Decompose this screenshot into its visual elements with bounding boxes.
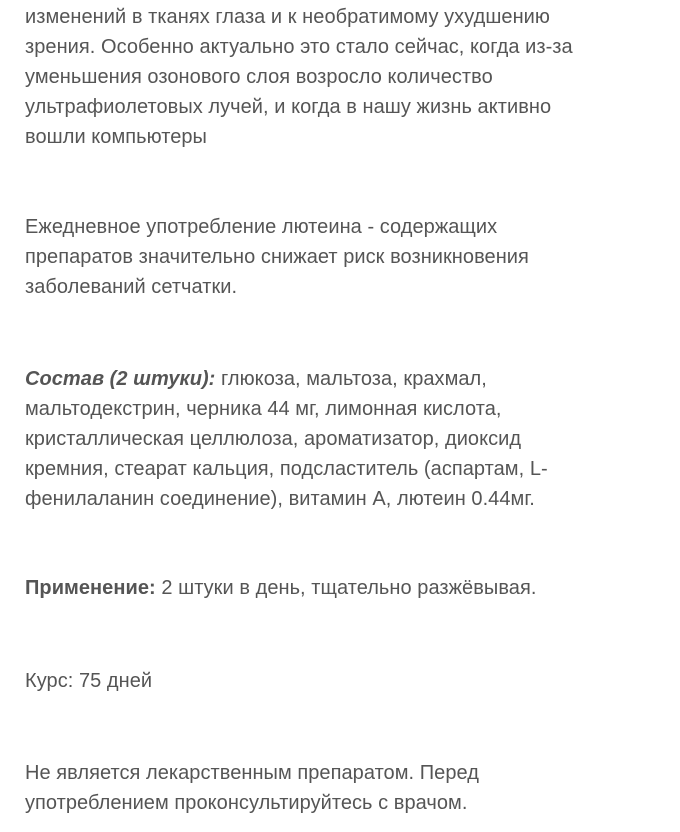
intro-line: зрения. Особенно актуально это стало сейчас, когда из-за — [25, 36, 573, 58]
composition-line: кремния, стеарат кальция, подсластитель (аспартам, L- — [25, 458, 548, 480]
composition-first-line — [25, 364, 548, 394]
course-text: Курс: 75 дней — [25, 670, 153, 692]
course-paragraph — [25, 666, 152, 696]
intro-line: уменьшения озонового слоя возросло количество — [25, 66, 493, 88]
benefit-line: препаратов значительно снижает риск возникновения — [25, 246, 529, 268]
usage-text: 2 штуки в день, тщательно разжёвывая. — [155, 577, 537, 599]
composition-paragraph — [25, 364, 548, 514]
composition-line: фенилаланин соединение), витамин А, лютеин 0.44мг. — [25, 488, 535, 510]
benefit-paragraph — [25, 212, 529, 302]
usage-paragraph — [25, 573, 536, 603]
disclaimer-paragraph — [25, 758, 479, 818]
benefit-line: Ежедневное употребление лютеина - содержащих — [25, 216, 498, 238]
composition-line: кристаллическая целлюлоза, ароматизатор, диоксид — [25, 428, 522, 450]
composition-label: Состав (2 штуки): — [25, 368, 216, 390]
intro-line: ультрафиолетовых лучей, и когда в нашу жизнь активно — [25, 96, 552, 118]
benefit-line: заболеваний сетчатки. — [25, 276, 238, 298]
disclaimer-line: Не является лекарственным препаратом. Перед — [25, 762, 479, 784]
intro-paragraph — [25, 2, 573, 152]
disclaimer-line: употреблением проконсультируйтесь с врачом. — [25, 792, 468, 814]
usage-label: Применение: — [25, 577, 156, 599]
usage-line — [25, 573, 536, 603]
composition-first-line-text: глюкоза, мальтоза, крахмал, — [215, 368, 487, 390]
composition-line: мальтодекстрин, черника 44 мг, лимонная кислота, — [25, 398, 502, 420]
intro-line: изменений в тканях глаза и к необратимому ухудшению — [25, 6, 550, 28]
intro-line: вошли компьютеры — [25, 126, 207, 148]
